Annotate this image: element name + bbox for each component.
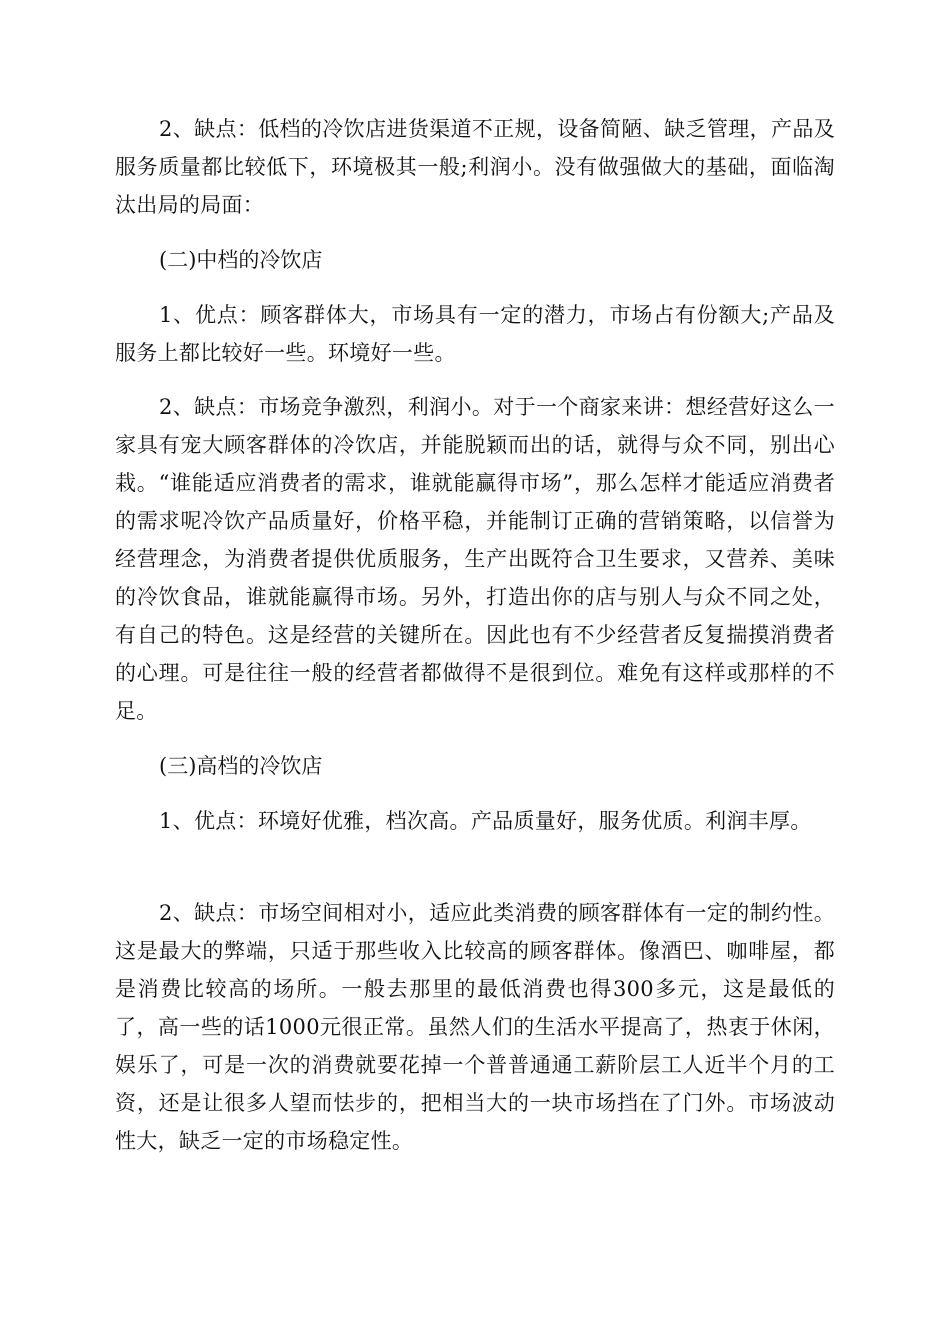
paragraph-high-end-advantages: 1、优点：环境好优雅，档次高。产品质量好，服务优质。利润丰厚。	[159, 809, 812, 833]
section-heading-high-end: (三)高档的冷饮店	[159, 754, 323, 778]
paragraph-mid-range-advantages: 1、优点：顾客群体大，市场具有一定的潜力，市场占有份额大;产品及服务上都比较好一些。环境好一些。	[115, 303, 835, 365]
paragraph-high-end-disadvantages: 2、缺点：市场空间相对小，适应此类消费的顾客群体有一定的制约性。这是最大的弊端，只适于那些收入比较高的顾客群体。像酒巴、咖啡屋，都是消费比较高的场所。一般去那里的最低消费也得300多元，这是最低的了，高一些的话1000元很正常。虽然人们的生活水平提高了，热衷于休闲，娱乐了，可是一次的消费就要花掉一个普普通通工薪阶层工人近半个月的工资，还是让很多人望而怯步的，把相当大的一块市场挡在了门外。市场波动性大，缺乏一定的市场稳定性。	[115, 901, 835, 1153]
section-heading-mid-range: (二)中档的冷饮店	[159, 248, 323, 272]
paragraph-low-end-disadvantages: 2、缺点：低档的冷饮店进货渠道不正规，设备简陋、缺乏管理，产品及服务质量都比较低下，环境极其一般;利润小。没有做强做大的基础，面临淘汰出局的局面：	[115, 117, 835, 217]
paragraph-mid-range-disadvantages: 2、缺点：市场竞争激烈，利润小。对于一个商家来讲：想经营好这么一家具有宠大顾客群体的冷饮店，并能脱颖而出的话，就得与众不同，别出心栽。“谁能适应消费者的需求，谁就能赢得市场”，那么怎样才能适应消费者的需求呢冷饮产品质量好，价格平稳，并能制订正确的营销策略，以信誉为经营理念，为消费者提供优质服务，生产出既符合卫生要求，又营养、美味的冷饮食品，谁就能赢得市场。另外，打造出你的店与别人与众不同之处，有自己的特色。这是经营的关键所在。因此也有不少经营者反复揣摸消费者的心理。可是往往一般的经营者都做得不是很到位。难免有这样或那样的不足。	[115, 395, 835, 723]
